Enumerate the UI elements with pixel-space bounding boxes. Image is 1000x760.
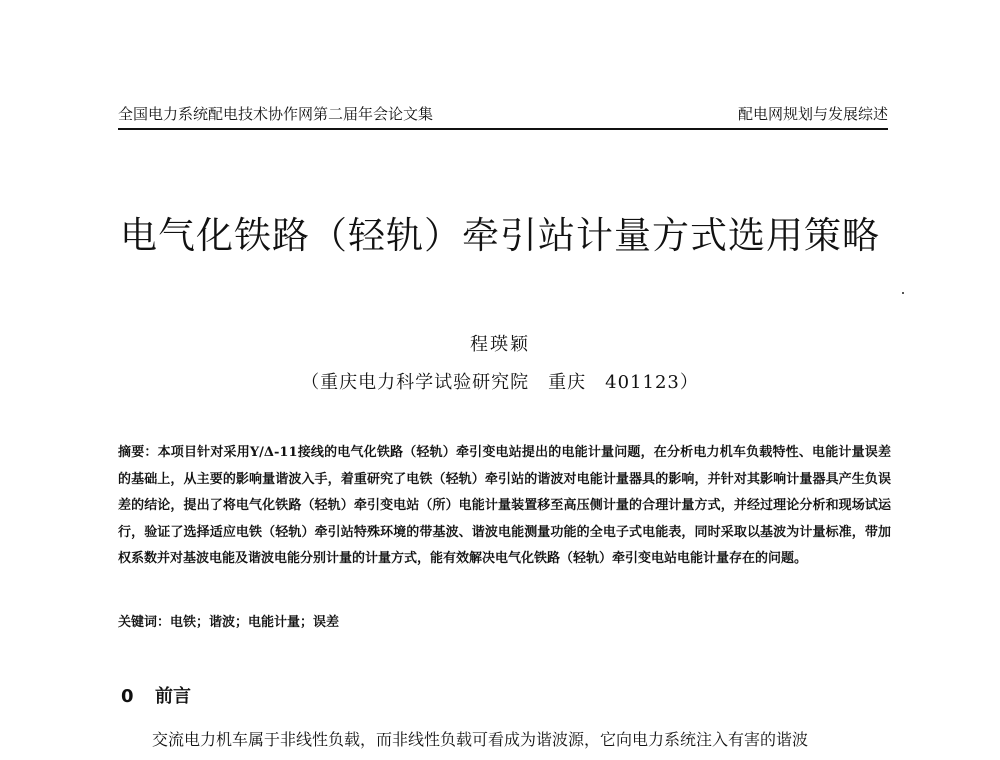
author-name: 程瑛颖 <box>470 334 530 355</box>
section-heading <box>121 682 191 708</box>
abstract-label: 摘要： <box>118 445 158 460</box>
author-affiliation: （重庆电力科学试验研究院 重庆 401123） <box>301 372 699 393</box>
paper-title: 电气化铁路（轻轨）牵引站计量方式选用策略 <box>120 214 880 257</box>
header-section-title: 配电网规划与发展综述 <box>737 105 888 123</box>
stray-mark <box>902 292 904 294</box>
keywords-label: 关键词： <box>118 615 171 630</box>
section-title: 前言 <box>155 686 191 707</box>
header-proceedings-title: 全国电力系统配电技术协作网第二届年会论文集 <box>118 105 434 123</box>
abstract-text: 本项目针对采用Y/Δ-11接线的电气化铁路（轻轨）牵引变电站提出的电能计量问题，在分析电力机车负载特性、电能计量误差的基础上，从主要的影响量谐波入手，着重研究了电铁（轻轨）牵引站的谐波对电能计量器具的影响，并针对其影响计量器具产生负误差的结论，提出了将电气化铁路（轻轨）牵引变电站（所）电能计量装置移至高压侧计量的合理计量方式，并经过理论分析和现场试运行，验证了选择适应电铁（轻轨）牵引站特殊环境的带基波、谐波电能测量功能的全电子式电能表，同时采取以基波为计量标准，带加权系数并对基波电能及谐波电能分别计量的计量方式，能有效解决电气化铁路（轻轨）牵引变电站电能计量存在的问题。 <box>118 445 891 566</box>
running-header <box>118 106 888 130</box>
keywords <box>118 611 891 630</box>
keywords-text: 电铁；谐波；电能计量；误差 <box>170 615 340 630</box>
section-number: 0 <box>121 686 134 707</box>
abstract <box>118 440 891 573</box>
body-paragraph: 交流电力机车属于非线性负载，而非线性负载可看成为谐波源，它向电力系统注入有害的谐波 <box>152 730 809 749</box>
